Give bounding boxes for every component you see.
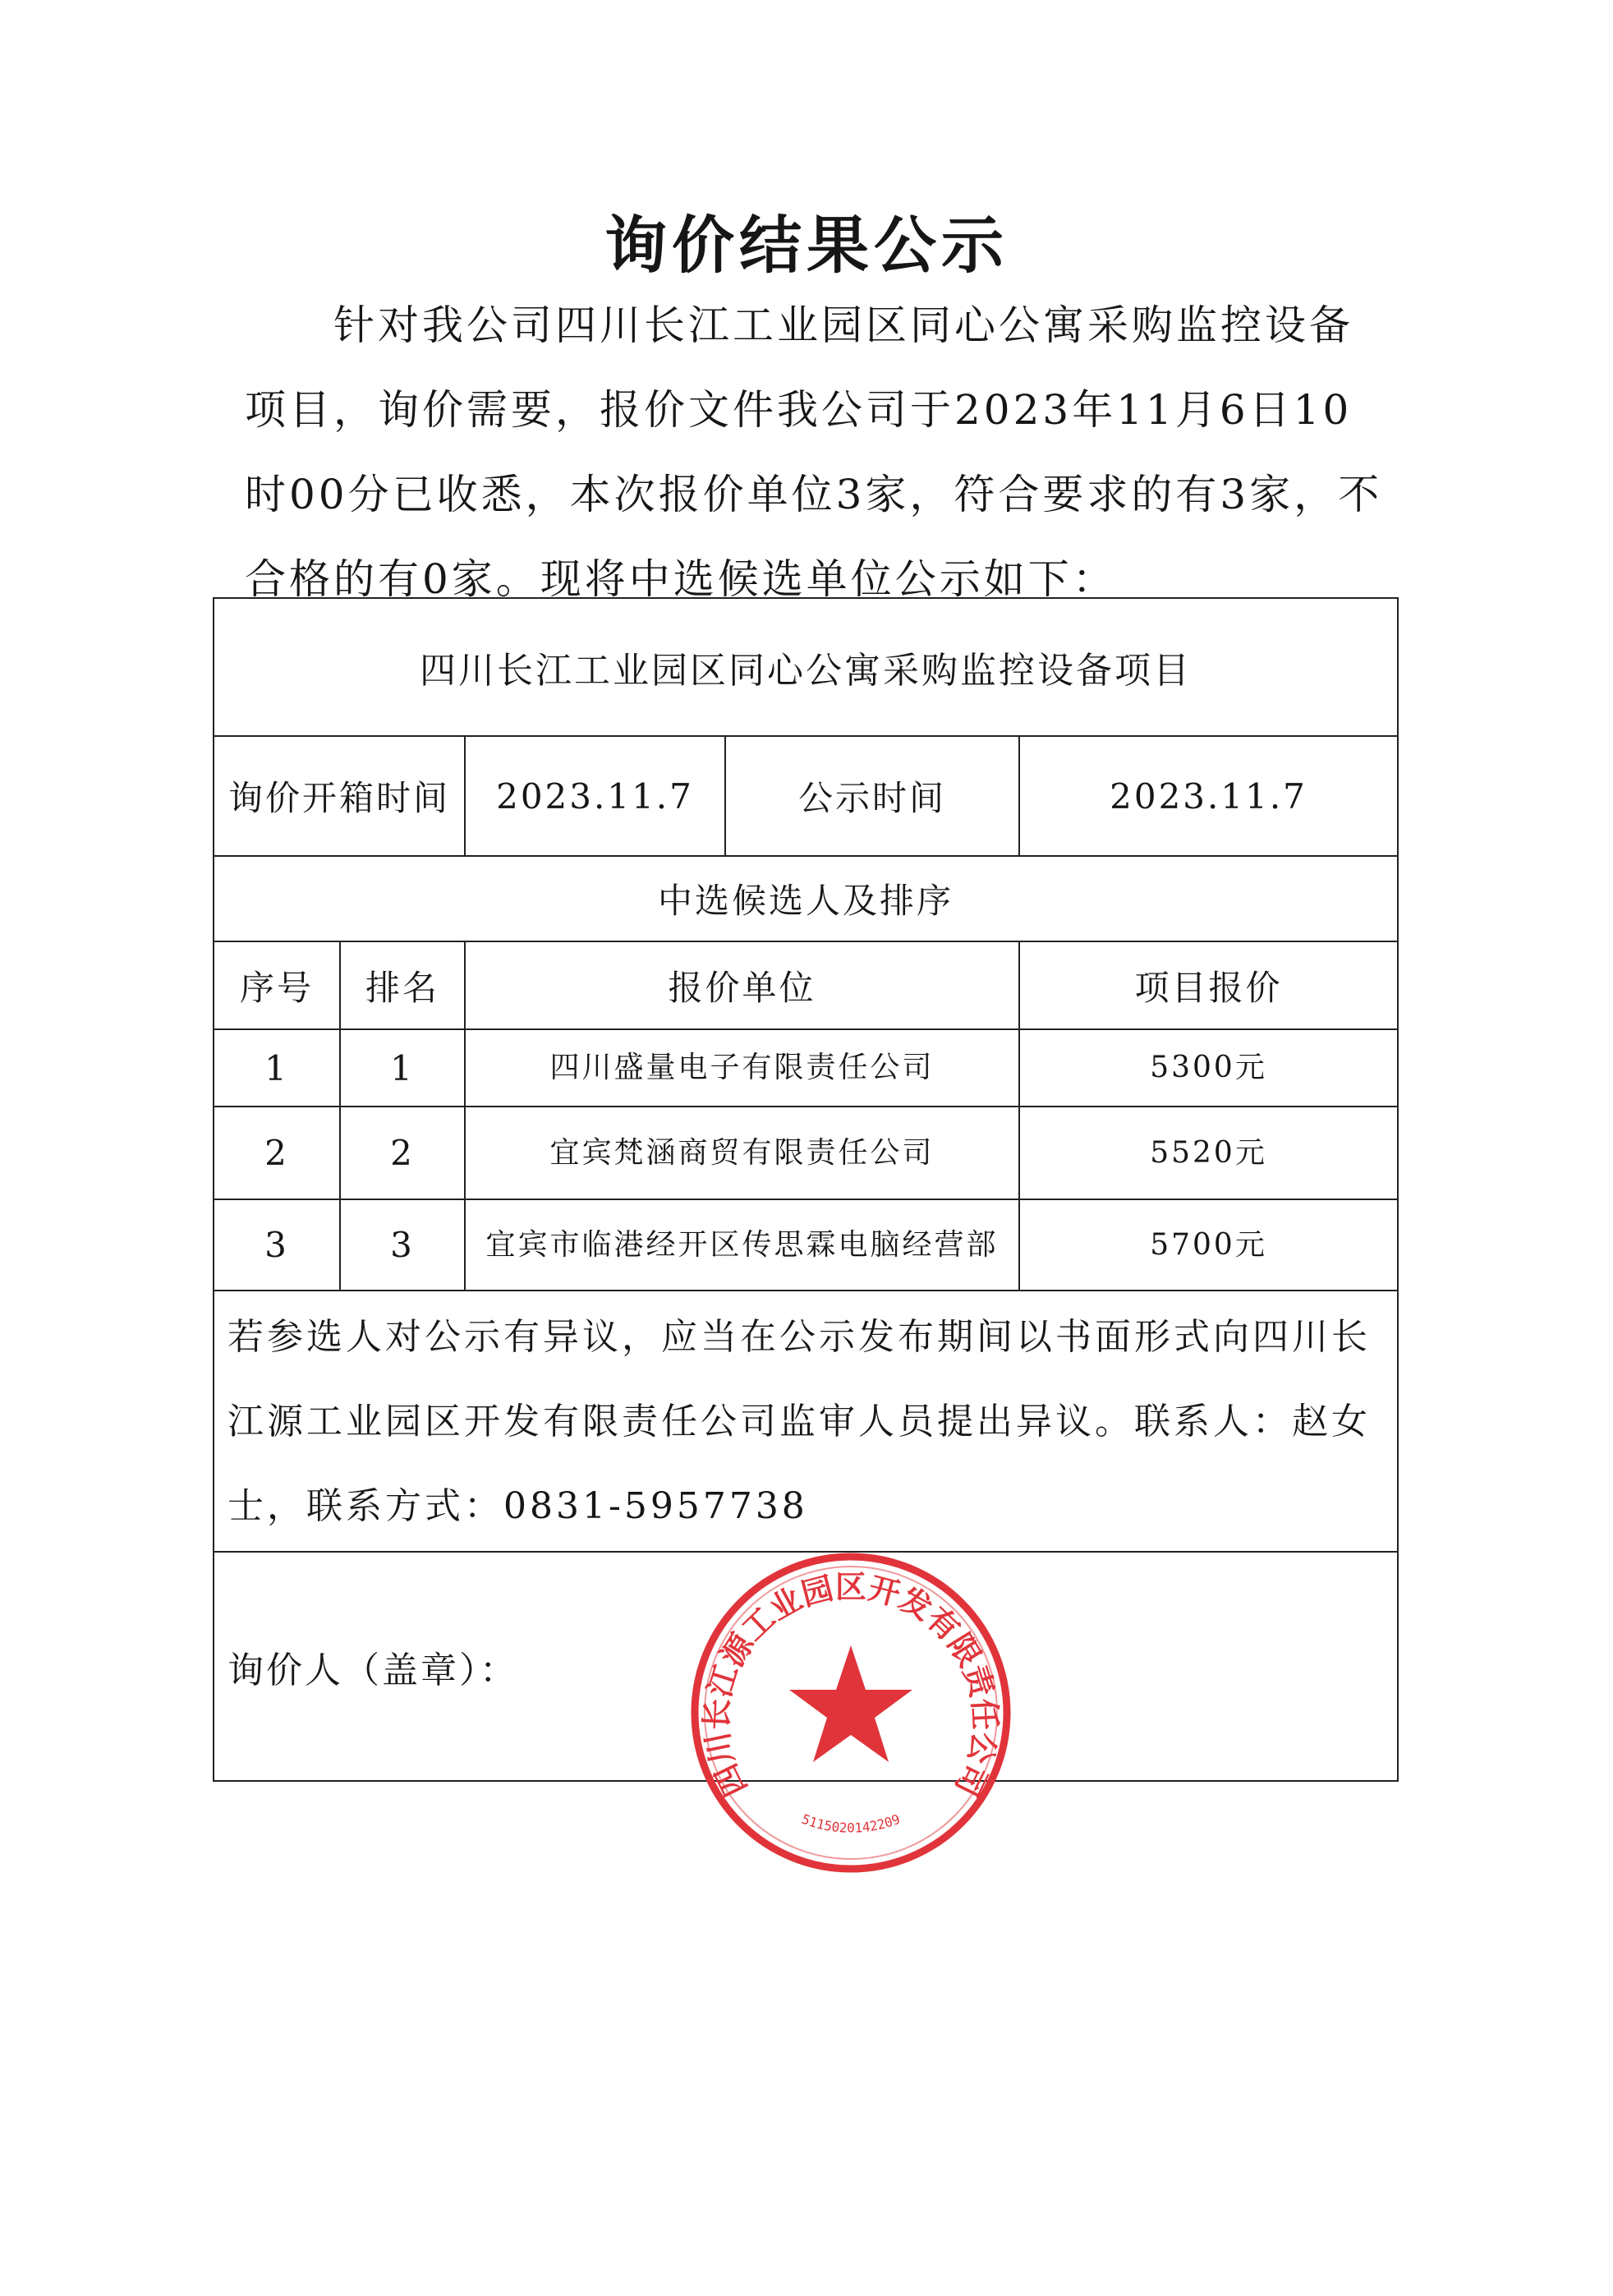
publish-time-value: 2023.11.7 [1019, 736, 1398, 856]
row-unit: 宜宾市临港经开区传思霖电脑经营部 [465, 1199, 1019, 1291]
seal-text: 四川长江源工业园区开发有限责任公司 [698, 1568, 1004, 1802]
intro-text: 针对我公司四川长江工业园区同心公寓采购监控设备项目，询价需要，报价文件我公司于2023年11月6日10时00分已收悉，本次报价单位3家，符合要求的有3家，不合格的有0家。现将中选候选单位公示如下： [245, 301, 1383, 603]
row-price: 5520元 [1019, 1107, 1398, 1199]
company-seal-icon [687, 1548, 1015, 1877]
row-rank: 2 [340, 1107, 465, 1199]
header-unit: 报价单位 [465, 941, 1019, 1029]
header-price: 项目报价 [1019, 941, 1398, 1029]
table-header-row [214, 941, 1398, 1029]
seal-code: 5115020142209 [799, 1811, 903, 1836]
row-index: 1 [214, 1029, 340, 1107]
row-rank: 1 [340, 1029, 465, 1107]
row-rank: 3 [340, 1199, 465, 1291]
project-name: 四川长江工业园区同心公寓采购监控设备项目 [214, 598, 1398, 736]
intro-paragraph [245, 283, 1395, 622]
row-index: 3 [214, 1199, 340, 1291]
table-row [214, 1199, 1398, 1291]
open-time-value: 2023.11.7 [465, 736, 725, 856]
objection-note: 若参选人对公示有异议，应当在公示发布期间以书面形式向四川长江源工业园区开发有限责任公司监审人员提出异议。联系人：赵女士，联系方式：0831-5957738 [214, 1291, 1398, 1552]
open-time-label: 询价开箱时间 [214, 736, 465, 856]
table-row [214, 1107, 1398, 1199]
header-rank: 排名 [340, 941, 465, 1029]
page-title: 询价结果公示 [604, 209, 1009, 282]
section-title: 中选候选人及排序 [214, 856, 1398, 941]
row-unit: 四川盛量电子有限责任公司 [465, 1029, 1019, 1107]
row-price: 5300元 [1019, 1029, 1398, 1107]
publish-time-label: 公示时间 [725, 736, 1019, 856]
signature-label: 询价人（盖章）： [227, 1649, 518, 1691]
row-unit: 宜宾梵涵商贸有限责任公司 [465, 1107, 1019, 1199]
row-price: 5700元 [1019, 1199, 1398, 1291]
header-index: 序号 [214, 941, 340, 1029]
row-index: 2 [214, 1107, 340, 1199]
table-row [214, 1029, 1398, 1107]
